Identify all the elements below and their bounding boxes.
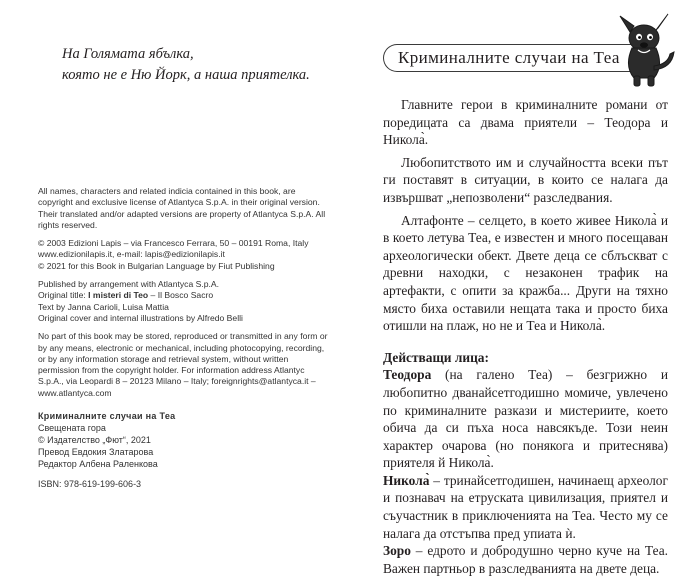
original-title-line: Original title: I misteri di Teo – Il Bosco Sacro bbox=[38, 290, 214, 301]
imprint bbox=[38, 410, 328, 490]
character-entry bbox=[383, 542, 668, 577]
copyright-line: © 2021 for this Book in Bulgarian Language by Fiut Publishing bbox=[38, 260, 275, 271]
character-name: Теодора bbox=[383, 367, 432, 383]
editor-line: Редактор Албена Раленкова bbox=[38, 459, 158, 469]
reproduction-notice: No part of this book may be stored, reproduced or transmitted in any form or by any means, electronic or mechanical, including photocopying, recording, or by any information storage and retrieval system, without written permission from the copyright holder. For information address Atlantyc S.p.A., via Leopardi 8 – 20123 Milano – Italy; foreignrights@atlantyca.it – www.atlantyca.com bbox=[38, 331, 328, 398]
paragraph: Любопитството им и случайността всеки път ги поставят в ситуации, в които се налага да извършват „непозволени“ разследвания. bbox=[383, 154, 668, 205]
copyright-line: © 2003 Edizioni Lapis – via Francesco Ferrara, 50 – 00191 Roma, Italy bbox=[38, 238, 309, 249]
character-entry bbox=[383, 472, 668, 542]
original-title-label: Original title: bbox=[38, 290, 86, 301]
original-subtitle: Il Bosco Sacro bbox=[157, 290, 214, 301]
character-desc: (на галено Теа) – безгрижно и любопитно дванайсетгодишно момиче, увлечено по криминалните разкази и мистериите, което обича да си пъха носа навсякъде. Този неин характер очарова (но понякога и притеснява) приятеля й Никола̀. bbox=[383, 367, 668, 471]
series-header: Криминалните случаи на Теа bbox=[398, 48, 620, 67]
dog-mascot-icon bbox=[610, 8, 678, 88]
illustrations-line: Original cover and internal illustrations by Alfredo Belli bbox=[38, 312, 243, 323]
character-desc: – едрото и добродушно черно куче на Теа. Важен партньор в разследванията на двете деца. bbox=[383, 543, 668, 576]
dedication bbox=[62, 44, 310, 86]
cast-heading: Действащи лица: bbox=[383, 349, 489, 365]
arrangement-line: Published by arrangement with Atlantyca S.p.A. bbox=[38, 279, 220, 290]
legal-notice bbox=[38, 186, 328, 399]
book-title: Свещената гора bbox=[38, 423, 106, 433]
left-page bbox=[0, 0, 350, 539]
character-name: Зоро bbox=[383, 543, 411, 559]
paragraph: Главните герои в криминалните романи от поредицата са двама приятели – Теодора и Никола̀. bbox=[383, 97, 668, 148]
translator-line: Превод Евдокия Златарова bbox=[38, 447, 154, 457]
character-name: Никола̀ bbox=[383, 472, 430, 488]
text-by-line: Text by Janna Carioli, Luisa Mattia bbox=[38, 301, 169, 312]
character-entry bbox=[383, 366, 668, 472]
dedication-line: която не е Ню Йорк, а наша приятелка. bbox=[62, 67, 310, 83]
character-desc: – тринайсетгодишен, начинаещ археолог и познавач на етруската цивилизация, приятел и съучастник в приключенията на Теа. Често му се налага да отстъпва пред упиата ѝ. bbox=[383, 472, 668, 541]
original-title: I misteri di Teo bbox=[88, 290, 149, 301]
publisher-line: © Издателство „Фют“, 2021 bbox=[38, 435, 151, 445]
isbn-line: ISBN: 978-619-199-606-3 bbox=[38, 479, 142, 489]
series-title: Криминалните случаи на Теа bbox=[38, 411, 176, 421]
paragraph: Алтафонте – селцето, в което живее Никола̀ и в което летува Теа, е известен и много посещаван археологически обект. Двете деца се сблъскват с древни находки, с незаконен трафик на артефакти, с опити за кражба... Други на тяхно място биха оставили нещата така и просто биха отишли на плаж, но не и Теа и Никола̀. bbox=[383, 212, 668, 334]
copyright-line: www.edizionilapis.it, e-mail: lapis@edizionilapis.it bbox=[38, 249, 225, 260]
intro-text bbox=[383, 96, 668, 577]
dedication-line: На Голямата ябълка, bbox=[62, 46, 194, 62]
rights-text: All names, characters and related indicia contained in this book, are copyright and exclusive license of Atlantyca S.p.A. in their original version. Their translated and/or adapted versions are property of Atlantyca S.p.A. All rights reserved. bbox=[38, 186, 326, 230]
